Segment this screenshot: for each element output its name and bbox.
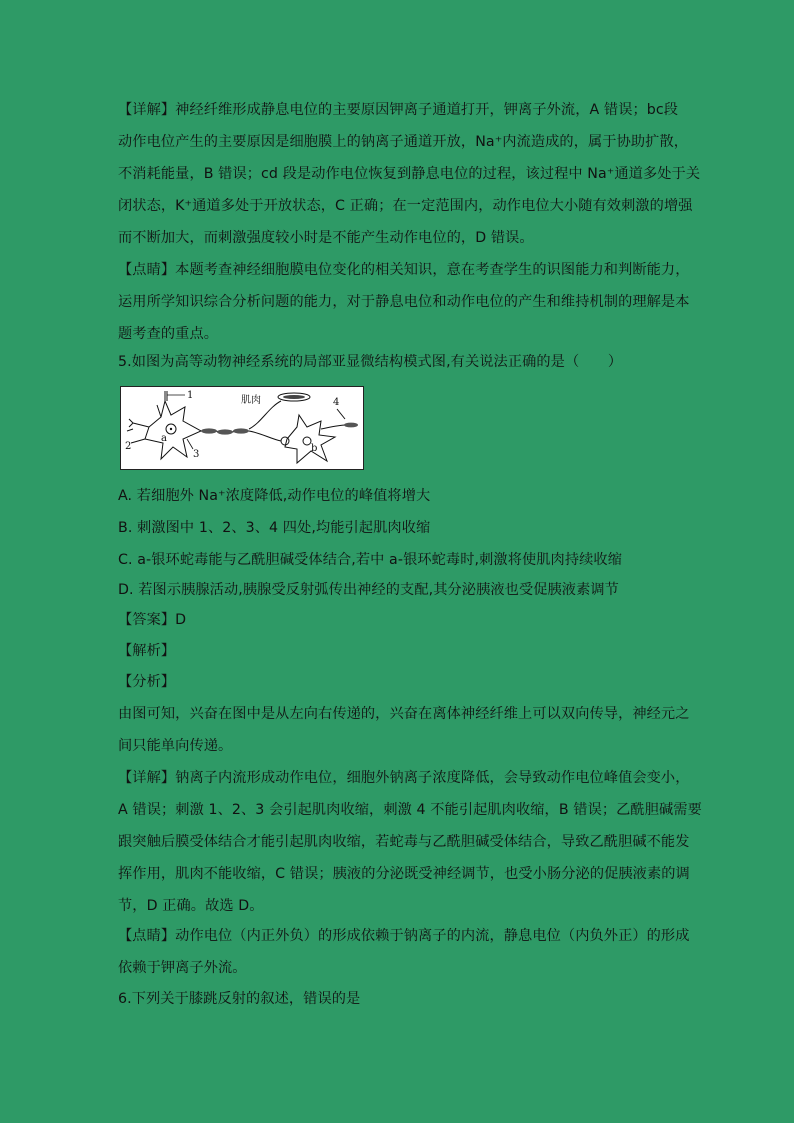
question-6-stem: 6.下列关于膝跳反射的叙述，错误的是 <box>118 991 361 1007</box>
label-3: 3 <box>193 449 200 460</box>
label-b: b <box>311 443 318 454</box>
analysis-heading: 【解析】 <box>118 643 176 659</box>
label-1: 1 <box>187 390 194 401</box>
myelin-sheath <box>201 428 249 434</box>
text-line: 跟突触后膜受体结合才能引起肌肉收缩，若蛇毒与乙酰胆碱受体结合，导致乙酰胆碱不能发 <box>118 834 690 850</box>
text-line: 节，D 正确。故选 D。 <box>118 898 264 914</box>
text-line: 不消耗能量，B 错误；cd 段是动作电位恢复到静息电位的过程，该过程中 Na⁺通道多处于关 <box>118 166 701 182</box>
option-c: C. a-银环蛇毒能与乙酰胆碱受体结合,若中 a-银环蛇毒时,刺激将使肌肉持续收缩 <box>118 552 622 568</box>
text-line: 依赖于钾离子外流。 <box>118 960 247 976</box>
option-a: A. 若细胞外 Na⁺浓度降低,动作电位的峰值将增大 <box>118 488 431 504</box>
option-d: D. 若图示胰腺活动,胰腺受反射弧传出神经的支配,其分泌胰液也受促胰液素调节 <box>118 582 619 598</box>
text-line: 而不断加大，而刺激强度较小时是不能产生动作电位的，D 错误。 <box>118 230 534 246</box>
text-line: 间只能单向传递。 <box>118 738 233 754</box>
text-line: 由图可知，兴奋在图中是从左向右传递的，兴奋在离体神经纤维上可以双向传导，神经元之 <box>118 706 690 722</box>
label-muscle: 肌肉 <box>241 395 261 406</box>
label-4: 4 <box>333 397 340 408</box>
text-line: 【点睛】本题考查神经细胞膜电位变化的相关知识，意在考查学生的识图能力和判断能力， <box>118 262 690 278</box>
option-b: B. 刺激图中 1、2、3、4 四处,均能引起肌肉收缩 <box>118 520 431 536</box>
label-a: a <box>161 433 167 444</box>
answer-heading: 【答案】D <box>118 612 187 628</box>
neuron-b-nucleus <box>303 437 311 445</box>
question-5-stem: 5.如图为高等动物神经系统的局部亚显微结构模式图,有关说法正确的是（ ） <box>118 354 623 370</box>
muscle-fiber <box>278 393 310 401</box>
text-line: 题考查的重点。 <box>118 326 219 342</box>
text-line: 挥作用，肌肉不能收缩，C 错误；胰液的分泌既受神经调节，也受小肠分泌的促胰液素的调 <box>118 866 690 882</box>
label-2: 2 <box>125 441 132 452</box>
neuron-diagram <box>120 386 364 470</box>
text-line: 【点睛】动作电位（内正外负）的形成依赖于钠离子的内流，静息电位（内负外正）的形成 <box>118 928 690 944</box>
text-line: 【详解】钠离子内流形成动作电位，细胞外钠离子浓度降低，会导致动作电位峰值会变小， <box>118 770 690 786</box>
text-line: 【详解】神经纤维形成静息电位的主要原因钾离子通道打开，钾离子外流，A 错误；bc段 <box>118 102 679 118</box>
text-line: A 错误；刺激 1、2、3 会引起肌肉收缩，刺激 4 不能引起肌肉收缩，B 错误；乙酰胆碱需要 <box>118 802 702 818</box>
text-line: 闭状态，K⁺通道多处于开放状态，C 正确；在一定范围内，动作电位大小随有效刺激的增强 <box>118 198 693 214</box>
fenxi-heading: 【分析】 <box>118 674 176 690</box>
text-line: 运用所学知识综合分析问题的能力，对于静息电位和动作电位的产生和维持机制的理解是本 <box>118 294 690 310</box>
text-line: 动作电位产生的主要原因是细胞膜上的钠离子通道开放，Na⁺内流造成的，属于协助扩散， <box>118 134 689 150</box>
